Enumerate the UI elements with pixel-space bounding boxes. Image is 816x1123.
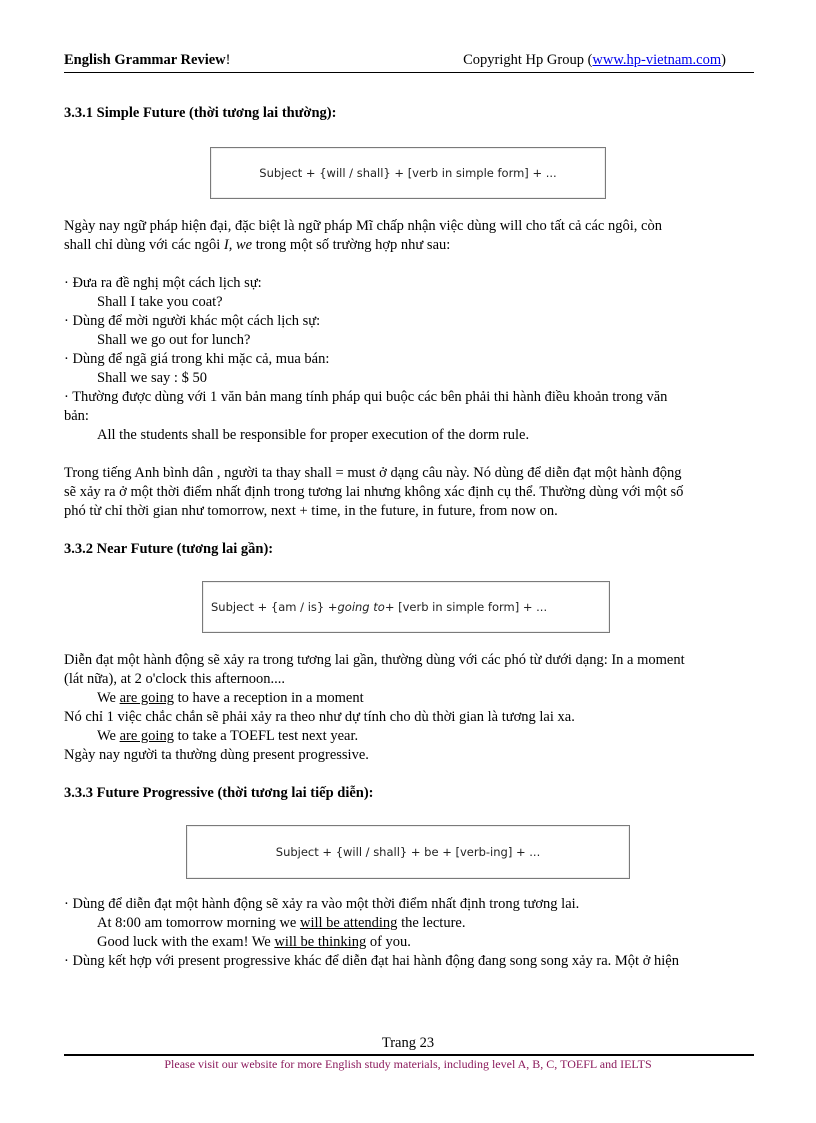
page-number: Trang 23	[381, 1035, 435, 1051]
footer-note: Please visit our website for more English study materials, including level A, B, C, TOEFL and IELTS	[164, 1057, 652, 1071]
example-sentence: All the students shall be responsible for proper execution of the dorm rule.	[97, 427, 530, 443]
bullet-item: · Dùng để mời người khác một cách lịch sự:	[64, 313, 321, 329]
header-title: English Grammar Review!	[64, 52, 231, 68]
paragraph: phó từ chỉ thời gian như tomorrow, next + time, in the future, in future, from now on.	[64, 503, 558, 519]
example-sentence: We are going to have a reception in a moment	[97, 690, 364, 706]
paragraph: Ngày nay ngữ pháp hiện đại, đặc biệt là ngữ pháp Mĩ chấp nhận việc dùng will cho tất cả các ngôi, còn	[64, 218, 662, 234]
formula-box-simple-future: Subject + {will / shall} + [verb in simple form] + ...	[210, 147, 606, 199]
example-sentence: Shall I take you coat?	[97, 294, 223, 310]
bullet-item: · Thường được dùng với 1 văn bản mang tính pháp qui buộc các bên phải thi hành điều khoản trong văn	[64, 389, 668, 405]
bullet-item: · Dùng để diễn đạt một hành động sẽ xảy ra vào một thời điểm nhất định trong tương lai.	[64, 896, 580, 912]
bullet-item: · Đưa ra đề nghị một cách lịch sự:	[64, 275, 262, 291]
bullet-item: · Dùng kết hợp với present progressive khác để diễn đạt hai hành động đang song song xảy ra. Một ở hiện	[64, 953, 679, 969]
bullet-item: · Dùng để ngã giá trong khi mặc cả, mua bán:	[64, 351, 330, 367]
section-heading-future-progressive: 3.3.3 Future Progressive (thời tương lai tiếp diễn):	[64, 785, 374, 801]
header-copyright: Copyright Hp Group (www.hp-vietnam.com)	[463, 52, 726, 68]
example-sentence: Good luck with the exam! We will be thinking of you.	[97, 934, 411, 950]
formula-box-future-progressive: Subject + {will / shall} + be + [verb-ing] + ...	[186, 825, 630, 879]
section-heading-simple-future: 3.3.1 Simple Future (thời tương lai thường):	[64, 105, 337, 121]
example-sentence: Shall we go out for lunch?	[97, 332, 251, 348]
paragraph: Diễn đạt một hành động sẽ xảy ra trong tương lai gần, thường dùng với các phó từ dưới dạng: In a moment	[64, 652, 685, 668]
paragraph: Ngày nay người ta thường dùng present progressive.	[64, 747, 369, 763]
bullet-item-cont: bản:	[64, 408, 89, 424]
example-sentence: At 8:00 am tomorrow morning we will be attending the lecture.	[97, 915, 466, 931]
page-content	[64, 104, 754, 971]
header-rule	[64, 72, 754, 73]
formula-box-near-future: Subject + {am / is} + going to + [verb in simple form] + ...	[202, 581, 610, 633]
footer-rule	[64, 1054, 754, 1056]
paragraph: Nó chỉ 1 việc chắc chắn sẽ phải xảy ra theo như dự tính cho dù thời gian là tương lai xa.	[64, 709, 575, 725]
section-heading-near-future: 3.3.2 Near Future (tương lai gần):	[64, 541, 274, 557]
paragraph: shall chỉ dùng với các ngôi I, we trong một số trường hợp như sau:	[64, 237, 451, 253]
website-link[interactable]: www.hp-vietnam.com	[592, 52, 722, 68]
example-sentence: We are going to take a TOEFL test next year.	[97, 728, 359, 744]
example-sentence: Shall we say : $ 50	[97, 370, 207, 386]
paragraph: (lát nữa), at 2 o'clock this afternoon....	[64, 671, 286, 687]
paragraph: Trong tiếng Anh bình dân , người ta thay shall = must ở dạng câu này. Nó dùng để diễn đạt một hành động	[64, 465, 682, 481]
page-header	[64, 52, 754, 72]
paragraph: sẽ xảy ra ở một thời điểm nhất định trong tương lai nhưng không xác định cụ thể. Thường dùng với một số	[64, 484, 684, 500]
